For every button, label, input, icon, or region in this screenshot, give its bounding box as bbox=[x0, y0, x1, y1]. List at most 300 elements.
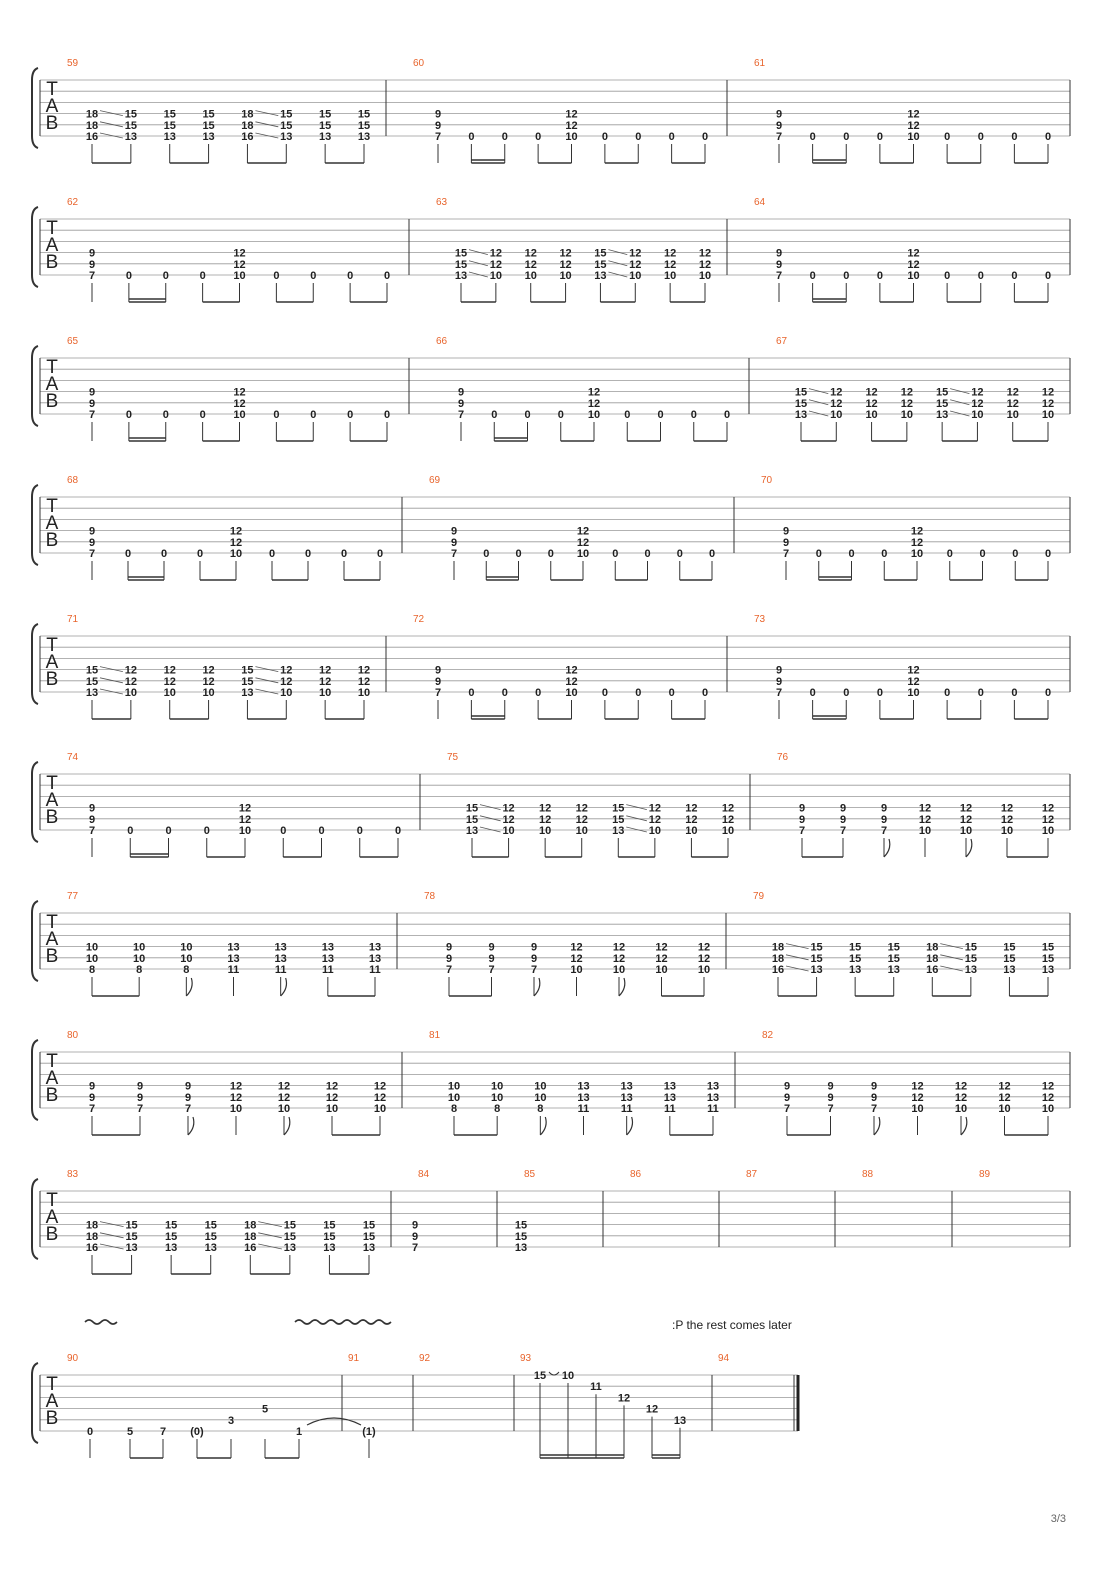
measure-number: 88 bbox=[862, 1169, 874, 1180]
slide-line bbox=[258, 1244, 282, 1249]
fret-number: 10 bbox=[664, 270, 677, 282]
fret-number: 12 bbox=[238, 813, 252, 826]
slide-line bbox=[950, 411, 969, 416]
fret-number: 10 bbox=[570, 964, 583, 976]
measure-number: 80 bbox=[67, 1030, 79, 1041]
fret-number: 0 bbox=[1044, 131, 1052, 143]
measure-number: 68 bbox=[67, 475, 79, 486]
slide-line bbox=[950, 389, 969, 394]
fret-number: 13 bbox=[362, 1242, 376, 1254]
fret-number: 15 bbox=[794, 397, 808, 410]
fret-number: 0 bbox=[125, 270, 132, 282]
fret-number: 7 bbox=[775, 131, 783, 143]
fret-number: 9 bbox=[827, 1091, 834, 1104]
fret-number: 9 bbox=[782, 525, 790, 538]
slide-line bbox=[469, 261, 488, 266]
fret-number: 12 bbox=[575, 813, 588, 826]
fret-number: 0 bbox=[708, 548, 716, 560]
tab-clef-letter: B bbox=[45, 391, 59, 412]
fret-number: 9 bbox=[488, 941, 495, 954]
note-flag bbox=[188, 1117, 194, 1135]
fret-number: 18 bbox=[85, 1219, 99, 1232]
fret-number: 12 bbox=[911, 1080, 924, 1093]
fret-number: 10 bbox=[280, 687, 293, 699]
fret-number: 15 bbox=[612, 802, 625, 815]
fret-number: 18 bbox=[85, 108, 99, 121]
fret-number: 0 bbox=[944, 131, 951, 143]
slide-line bbox=[940, 944, 963, 949]
fret-number: 12 bbox=[1000, 802, 1014, 815]
fret-number: 16 bbox=[771, 964, 785, 976]
fret-number: 0 bbox=[809, 131, 816, 143]
fret-number: 12 bbox=[1041, 1080, 1055, 1093]
page-number: 3/3 bbox=[1050, 1513, 1066, 1525]
fret-number: 15 bbox=[357, 108, 371, 121]
fret-number: 0 bbox=[310, 409, 317, 421]
fret-number: 13 bbox=[163, 131, 176, 143]
fret-number: 9 bbox=[839, 813, 847, 826]
fret-number: 9 bbox=[184, 1080, 192, 1093]
fret-number: 0 bbox=[876, 270, 883, 282]
tie-arc bbox=[307, 1418, 361, 1425]
fret-number: 15 bbox=[357, 119, 371, 132]
fret-number: 13 bbox=[620, 1091, 633, 1104]
fret-number: 13 bbox=[465, 825, 479, 837]
fret-number: 7 bbox=[434, 131, 442, 143]
measure-number: 82 bbox=[762, 1030, 774, 1041]
fret-number: 0 bbox=[340, 548, 348, 560]
measure-number: 74 bbox=[67, 752, 79, 763]
fret-number: 10 bbox=[124, 687, 137, 699]
fret-number: 10 bbox=[648, 825, 661, 837]
fret-number: 15 bbox=[165, 1219, 178, 1232]
slide-line bbox=[608, 261, 627, 266]
fret-number: 9 bbox=[880, 813, 888, 826]
fret-number: 0 bbox=[809, 687, 816, 699]
fret-number: 15 bbox=[594, 258, 607, 271]
fret-number: 12 bbox=[489, 247, 502, 260]
fret-number: 9 bbox=[434, 119, 442, 132]
fret-number: 12 bbox=[357, 675, 371, 688]
fret-number: 11 bbox=[620, 1103, 633, 1115]
fret-number: 9 bbox=[775, 247, 783, 260]
tab-clef-letter: A bbox=[45, 235, 59, 256]
fret-number: 10 bbox=[491, 1080, 504, 1093]
fret-number: 5 bbox=[126, 1426, 134, 1438]
fret-number: 15 bbox=[1041, 941, 1055, 954]
fret-number: 12 bbox=[971, 397, 984, 410]
fret-number: 18 bbox=[771, 952, 785, 965]
fret-number: 10 bbox=[534, 1080, 547, 1093]
fret-number: 10 bbox=[830, 409, 843, 421]
fret-number: 0 bbox=[535, 131, 542, 143]
fret-number: 10 bbox=[559, 270, 572, 282]
note-flag bbox=[627, 1117, 633, 1135]
fret-number: 0 bbox=[491, 409, 498, 421]
tab-clef-letter: A bbox=[45, 1207, 59, 1228]
system-bracket bbox=[32, 1040, 38, 1120]
fret-number: 10 bbox=[907, 270, 920, 282]
fret-number: 12 bbox=[617, 1392, 631, 1405]
slide-line bbox=[608, 250, 627, 255]
measure-number: 91 bbox=[348, 1353, 360, 1364]
fret-number: 13 bbox=[274, 952, 287, 965]
slide-line bbox=[809, 411, 828, 416]
fret-number: 12 bbox=[502, 802, 515, 815]
fret-number: 0 bbox=[501, 687, 508, 699]
fret-number: 9 bbox=[88, 386, 96, 399]
fret-number: 9 bbox=[782, 536, 790, 549]
measure-number: 93 bbox=[520, 1353, 532, 1364]
fret-number: 5 bbox=[261, 1403, 269, 1416]
fret-number: 9 bbox=[783, 1080, 791, 1093]
fret-number: 18 bbox=[241, 108, 254, 121]
fret-number: 9 bbox=[775, 675, 783, 688]
tab-system bbox=[32, 58, 1070, 163]
measure-number: 66 bbox=[436, 336, 448, 347]
fret-number: 15 bbox=[125, 1230, 138, 1243]
fret-number: 16 bbox=[85, 131, 99, 143]
fret-number: 7 bbox=[839, 825, 847, 837]
fret-number: 12 bbox=[629, 258, 642, 271]
fret-number: 0 bbox=[676, 548, 683, 560]
fret-number: 12 bbox=[277, 1091, 291, 1104]
fret-number: 12 bbox=[373, 1091, 387, 1104]
fret-number: 9 bbox=[775, 258, 783, 271]
fret-number: 13 bbox=[124, 131, 137, 143]
fret-number: 0 bbox=[160, 548, 168, 560]
fret-number: 9 bbox=[870, 1091, 878, 1104]
fret-number: 13 bbox=[663, 1091, 676, 1104]
system-bracket bbox=[32, 68, 38, 148]
fret-number: 11 bbox=[590, 1381, 602, 1394]
fret-number: 0 bbox=[524, 409, 531, 421]
fret-number: 12 bbox=[698, 247, 712, 260]
fret-number: 0 bbox=[979, 548, 986, 560]
fret-number: 9 bbox=[870, 1080, 878, 1093]
fret-number: 13 bbox=[274, 941, 287, 954]
fret-number: 15 bbox=[612, 813, 625, 826]
fret-number: 9 bbox=[457, 386, 465, 399]
fret-number: 10 bbox=[907, 687, 920, 699]
fret-number: 13 bbox=[577, 1080, 590, 1093]
fret-number: 12 bbox=[524, 247, 537, 260]
fret-number: 12 bbox=[559, 258, 572, 271]
fret-number: 10 bbox=[900, 409, 913, 421]
fret-number: 0 bbox=[280, 825, 287, 837]
fret-number: 12 bbox=[576, 525, 590, 538]
measure-number: 70 bbox=[761, 475, 773, 486]
fret-number: 12 bbox=[612, 952, 626, 965]
note-flag bbox=[534, 978, 540, 996]
fret-number: 12 bbox=[565, 675, 578, 688]
slide-line bbox=[100, 1233, 124, 1238]
slide-line bbox=[100, 122, 123, 127]
fret-number: 12 bbox=[1006, 397, 1019, 410]
fret-number: 11 bbox=[227, 964, 240, 976]
fret-number: 13 bbox=[594, 270, 607, 282]
slide-line bbox=[255, 133, 278, 138]
fret-number: 15 bbox=[202, 119, 215, 132]
fret-number: 10 bbox=[229, 1103, 243, 1115]
measure-number: 79 bbox=[753, 891, 765, 902]
fret-number: 12 bbox=[954, 1080, 968, 1093]
tab-clef-letter: T bbox=[46, 635, 58, 656]
fret-number: 9 bbox=[434, 108, 442, 121]
fret-number: 9 bbox=[88, 1080, 96, 1093]
fret-number: 10 bbox=[721, 825, 735, 837]
fret-number: 15 bbox=[810, 952, 823, 965]
fret-number: 12 bbox=[124, 675, 137, 688]
fret-number: 18 bbox=[926, 941, 939, 954]
measure-number: 60 bbox=[413, 58, 425, 69]
fret-number: 12 bbox=[565, 108, 578, 121]
tab-clef-letter: A bbox=[45, 929, 59, 950]
fret-number: 0 bbox=[535, 687, 542, 699]
fret-number: 7 bbox=[880, 825, 888, 837]
fret-number: 12 bbox=[612, 941, 626, 954]
measure-number: 77 bbox=[67, 891, 79, 902]
fret-number: 12 bbox=[959, 813, 973, 826]
tab-clef-letter: A bbox=[45, 1391, 59, 1412]
fret-number: 12 bbox=[565, 664, 578, 677]
note-flag bbox=[961, 1117, 967, 1135]
fret-number: 12 bbox=[918, 802, 932, 815]
slide-line bbox=[626, 827, 647, 832]
fret-number: 10 bbox=[524, 270, 537, 282]
fret-number: 0 bbox=[304, 548, 312, 560]
fret-number: 12 bbox=[319, 675, 332, 688]
measure-number: 76 bbox=[777, 752, 789, 763]
fret-number: 12 bbox=[233, 247, 246, 260]
fret-number: 12 bbox=[911, 1091, 924, 1104]
fret-number: (0) bbox=[190, 1426, 204, 1438]
fret-number: 12 bbox=[559, 247, 572, 260]
fret-number: 12 bbox=[1041, 1091, 1055, 1104]
fret-number: 0 bbox=[199, 270, 206, 282]
fret-number: 15 bbox=[241, 675, 254, 688]
fret-number: 15 bbox=[319, 108, 332, 121]
fret-number: 0 bbox=[1011, 687, 1018, 699]
fret-number: 9 bbox=[798, 813, 806, 826]
fret-number: 7 bbox=[457, 409, 465, 421]
fret-number: 12 bbox=[907, 108, 920, 121]
slide-line bbox=[100, 667, 123, 672]
fret-number: 7 bbox=[88, 409, 96, 421]
fret-number: 15 bbox=[362, 1219, 376, 1232]
measure-number: 75 bbox=[447, 752, 459, 763]
fret-number: 12 bbox=[233, 397, 246, 410]
fret-number: 0 bbox=[601, 131, 608, 143]
fret-number: 12 bbox=[319, 664, 332, 677]
fret-number: 12 bbox=[277, 1080, 291, 1093]
measure-number: 65 bbox=[67, 336, 79, 347]
tab-clef-letter: T bbox=[46, 1051, 58, 1072]
fret-number: 15 bbox=[202, 108, 215, 121]
fret-number: 0 bbox=[483, 548, 490, 560]
fret-number: 0 bbox=[356, 825, 363, 837]
fret-number: 0 bbox=[86, 1426, 94, 1438]
fret-number: 12 bbox=[900, 386, 913, 399]
fret-number: 18 bbox=[771, 941, 785, 954]
fret-number: 7 bbox=[798, 825, 806, 837]
measure-number: 83 bbox=[67, 1169, 79, 1180]
fret-number: 10 bbox=[685, 825, 698, 837]
tab-clef-letter: T bbox=[46, 1190, 58, 1211]
fret-number: 7 bbox=[450, 548, 458, 560]
fret-number: 0 bbox=[944, 270, 951, 282]
fret-number: 10 bbox=[629, 270, 642, 282]
fret-number: 12 bbox=[229, 525, 243, 538]
fret-number: 12 bbox=[229, 536, 243, 549]
fret-number: 7 bbox=[775, 270, 783, 282]
fret-number: 7 bbox=[488, 964, 495, 976]
fret-number: 12 bbox=[587, 386, 601, 399]
slide-line bbox=[255, 678, 278, 683]
fret-number: 8 bbox=[183, 964, 190, 976]
fret-number: 12 bbox=[918, 813, 932, 826]
slide-line bbox=[480, 805, 501, 810]
tab-clef-letter: A bbox=[45, 1068, 59, 1089]
fret-number: 12 bbox=[907, 675, 920, 688]
fret-number: 16 bbox=[244, 1242, 257, 1254]
fret-number: 12 bbox=[998, 1080, 1011, 1093]
fret-number: 0 bbox=[199, 409, 206, 421]
tab-clef-letter: T bbox=[46, 1374, 58, 1395]
fret-number: 10 bbox=[502, 825, 515, 837]
fret-number: 15 bbox=[85, 664, 99, 677]
fret-number: 0 bbox=[376, 548, 384, 560]
fret-number: 0 bbox=[127, 825, 134, 837]
fret-number: 15 bbox=[125, 1219, 138, 1232]
fret-number: 9 bbox=[88, 1091, 96, 1104]
fret-number: 12 bbox=[721, 802, 735, 815]
fret-number: 0 bbox=[268, 548, 276, 560]
fret-number: 7 bbox=[159, 1426, 167, 1438]
fret-number: 15 bbox=[362, 1230, 376, 1243]
fret-number: 12 bbox=[575, 802, 588, 815]
fret-number: (1) bbox=[362, 1426, 376, 1438]
fret-number: 9 bbox=[450, 525, 458, 538]
fret-number: 0 bbox=[383, 409, 391, 421]
fret-number: 12 bbox=[233, 386, 246, 399]
fret-number: 9 bbox=[136, 1080, 144, 1093]
fret-number: 12 bbox=[325, 1080, 339, 1093]
fret-number: 12 bbox=[655, 941, 668, 954]
fret-number: 0 bbox=[843, 270, 850, 282]
fret-number: 0 bbox=[701, 131, 709, 143]
fret-number: 9 bbox=[880, 802, 888, 815]
tab-clef-letter: B bbox=[45, 1408, 59, 1429]
fret-number: 12 bbox=[1041, 386, 1055, 399]
fret-number: 9 bbox=[775, 108, 783, 121]
fret-number: 13 bbox=[165, 1242, 178, 1254]
fret-number: 12 bbox=[698, 258, 712, 271]
tab-system bbox=[32, 614, 1070, 719]
fret-number: 12 bbox=[685, 813, 698, 826]
fret-number: 13 bbox=[887, 964, 900, 976]
fret-number: 13 bbox=[612, 825, 625, 837]
slide-line bbox=[469, 272, 488, 277]
fret-number: 12 bbox=[629, 247, 642, 260]
fret-number: 12 bbox=[539, 813, 552, 826]
fret-number: 13 bbox=[321, 941, 334, 954]
fret-number: 10 bbox=[85, 941, 99, 954]
fret-number: 12 bbox=[229, 1091, 243, 1104]
note-flag bbox=[884, 839, 890, 857]
fret-number: 13 bbox=[577, 1091, 590, 1104]
tab-clef-letter: B bbox=[45, 669, 59, 690]
fret-number: 15 bbox=[1003, 941, 1016, 954]
slide-line bbox=[940, 955, 963, 960]
fret-number: 12 bbox=[163, 664, 176, 677]
fret-number: 0 bbox=[124, 548, 132, 560]
fret-number: 15 bbox=[323, 1219, 336, 1232]
measure-number: 86 bbox=[630, 1169, 642, 1180]
fret-number: 15 bbox=[124, 119, 137, 132]
fret-number: 15 bbox=[163, 119, 176, 132]
slide-line bbox=[786, 944, 809, 949]
fret-number: 9 bbox=[530, 941, 538, 954]
annotation-text: :P the rest comes later bbox=[672, 1318, 792, 1332]
fret-number: 0 bbox=[809, 270, 816, 282]
fret-number: 12 bbox=[373, 1080, 387, 1093]
slide-line bbox=[786, 966, 809, 971]
tab-system bbox=[32, 1169, 1070, 1274]
fret-number: 12 bbox=[357, 664, 371, 677]
fret-number: 12 bbox=[998, 1091, 1011, 1104]
fret-number: 0 bbox=[383, 270, 391, 282]
fret-number: 9 bbox=[88, 802, 96, 815]
fret-number: 0 bbox=[1044, 548, 1052, 560]
fret-number: 0 bbox=[843, 687, 850, 699]
tab-clef-letter: B bbox=[45, 1085, 59, 1106]
tab-system bbox=[32, 752, 1070, 857]
fret-number: 9 bbox=[88, 525, 96, 538]
fret-number: 13 bbox=[620, 1080, 633, 1093]
fret-number: 12 bbox=[910, 525, 924, 538]
measure-number: 63 bbox=[436, 197, 448, 208]
fret-number: 18 bbox=[85, 119, 99, 132]
measure-number: 61 bbox=[754, 58, 766, 69]
fret-number: 0 bbox=[468, 687, 475, 699]
fret-number: 10 bbox=[163, 687, 176, 699]
slide-line bbox=[255, 111, 278, 116]
fret-number: 0 bbox=[601, 687, 608, 699]
tab-clef-letter: T bbox=[46, 496, 58, 517]
fret-number: 11 bbox=[707, 1103, 719, 1115]
fret-number: 0 bbox=[668, 131, 675, 143]
system-bracket bbox=[32, 207, 38, 287]
fret-number: 15 bbox=[85, 675, 99, 688]
fret-number: 0 bbox=[557, 409, 564, 421]
fret-number: 16 bbox=[926, 964, 939, 976]
fret-number: 10 bbox=[971, 409, 984, 421]
fret-number: 7 bbox=[411, 1242, 419, 1254]
fret-number: 12 bbox=[280, 675, 293, 688]
fret-number: 10 bbox=[697, 964, 711, 976]
slide-line bbox=[809, 389, 828, 394]
fret-number: 15 bbox=[465, 802, 479, 815]
fret-number: 9 bbox=[775, 664, 783, 677]
fret-number: 15 bbox=[936, 386, 949, 399]
fret-number: 15 bbox=[964, 941, 977, 954]
fret-number: 11 bbox=[274, 964, 287, 976]
fret-number: 10 bbox=[1006, 409, 1019, 421]
fret-number: 13 bbox=[319, 131, 332, 143]
fret-number: 15 bbox=[1041, 952, 1055, 965]
fret-number: 10 bbox=[698, 270, 712, 282]
